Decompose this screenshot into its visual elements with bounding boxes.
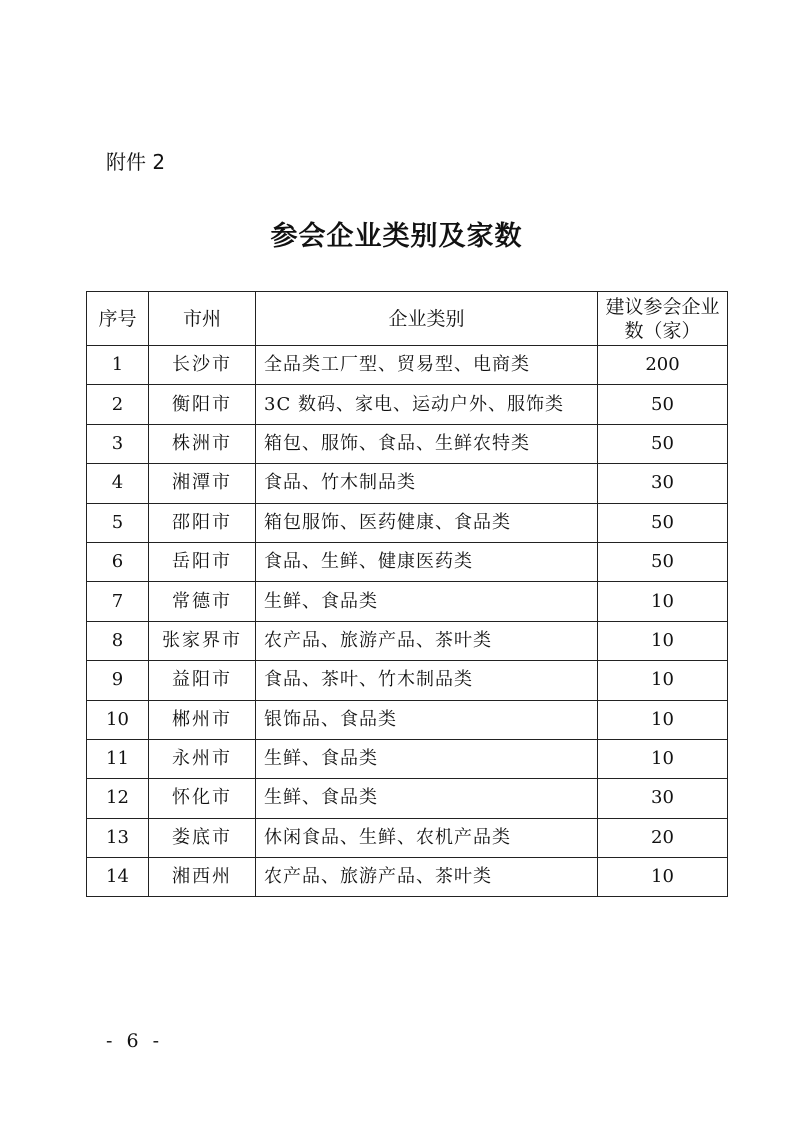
city-cell: 永州市 [149, 739, 256, 778]
serial-cell: 1 [87, 346, 149, 385]
table-row [87, 621, 728, 660]
serial-cell: 12 [87, 779, 149, 818]
count-cell: 20 [598, 818, 728, 857]
header-city: 市州 [149, 292, 256, 346]
serial-cell: 8 [87, 621, 149, 660]
header-count: 建议参会企业数（家） [598, 292, 728, 346]
table-header-row [87, 292, 728, 346]
serial-cell: 13 [87, 818, 149, 857]
city-cell: 郴州市 [149, 700, 256, 739]
city-cell: 益阳市 [149, 661, 256, 700]
count-cell: 10 [598, 621, 728, 660]
category-cell: 食品、生鲜、健康医药类 [256, 542, 598, 581]
attachment-label: 附件 2 [106, 150, 166, 174]
city-cell: 常德市 [149, 582, 256, 621]
count-cell: 30 [598, 779, 728, 818]
category-cell: 生鲜、食品类 [256, 779, 598, 818]
serial-cell: 3 [87, 424, 149, 463]
count-cell: 50 [598, 542, 728, 581]
count-cell: 50 [598, 503, 728, 542]
serial-cell: 2 [87, 385, 149, 424]
city-cell: 张家界市 [149, 621, 256, 660]
page-number: - 6 - [106, 1030, 164, 1052]
category-cell: 箱包、服饰、食品、生鲜农特类 [256, 424, 598, 463]
count-cell: 10 [598, 661, 728, 700]
table-row [87, 700, 728, 739]
city-cell: 湘西州 [149, 858, 256, 897]
table-row [87, 582, 728, 621]
category-cell: 银饰品、食品类 [256, 700, 598, 739]
city-cell: 长沙市 [149, 346, 256, 385]
header-serial: 序号 [87, 292, 149, 346]
table-row [87, 661, 728, 700]
category-cell: 全品类工厂型、贸易型、电商类 [256, 346, 598, 385]
table-row [87, 542, 728, 581]
table-row [87, 858, 728, 897]
count-cell: 10 [598, 700, 728, 739]
serial-cell: 9 [87, 661, 149, 700]
count-cell: 50 [598, 385, 728, 424]
table-row [87, 818, 728, 857]
count-cell: 200 [598, 346, 728, 385]
header-category: 企业类别 [256, 292, 598, 346]
table-row [87, 464, 728, 503]
table-row [87, 424, 728, 463]
enterprise-table [86, 291, 728, 897]
count-cell: 10 [598, 858, 728, 897]
serial-cell: 4 [87, 464, 149, 503]
table-row [87, 503, 728, 542]
category-cell: 农产品、旅游产品、茶叶类 [256, 858, 598, 897]
city-cell: 娄底市 [149, 818, 256, 857]
document-title: 参会企业类别及家数 [270, 221, 523, 252]
serial-cell: 11 [87, 739, 149, 778]
category-cell: 箱包服饰、医药健康、食品类 [256, 503, 598, 542]
count-cell: 30 [598, 464, 728, 503]
table-row [87, 779, 728, 818]
serial-cell: 14 [87, 858, 149, 897]
city-cell: 株洲市 [149, 424, 256, 463]
category-cell: 生鲜、食品类 [256, 739, 598, 778]
serial-cell: 10 [87, 700, 149, 739]
city-cell: 湘潭市 [149, 464, 256, 503]
count-cell: 10 [598, 739, 728, 778]
category-cell: 食品、竹木制品类 [256, 464, 598, 503]
serial-cell: 6 [87, 542, 149, 581]
category-cell: 休闲食品、生鲜、农机产品类 [256, 818, 598, 857]
category-cell: 食品、茶叶、竹木制品类 [256, 661, 598, 700]
city-cell: 怀化市 [149, 779, 256, 818]
category-cell: 生鲜、食品类 [256, 582, 598, 621]
table-row [87, 346, 728, 385]
count-cell: 10 [598, 582, 728, 621]
city-cell: 邵阳市 [149, 503, 256, 542]
table-row [87, 385, 728, 424]
serial-cell: 5 [87, 503, 149, 542]
count-cell: 50 [598, 424, 728, 463]
city-cell: 岳阳市 [149, 542, 256, 581]
city-cell: 衡阳市 [149, 385, 256, 424]
category-cell: 农产品、旅游产品、茶叶类 [256, 621, 598, 660]
category-cell: 3C 数码、家电、运动户外、服饰类 [256, 385, 598, 424]
table-row [87, 739, 728, 778]
serial-cell: 7 [87, 582, 149, 621]
